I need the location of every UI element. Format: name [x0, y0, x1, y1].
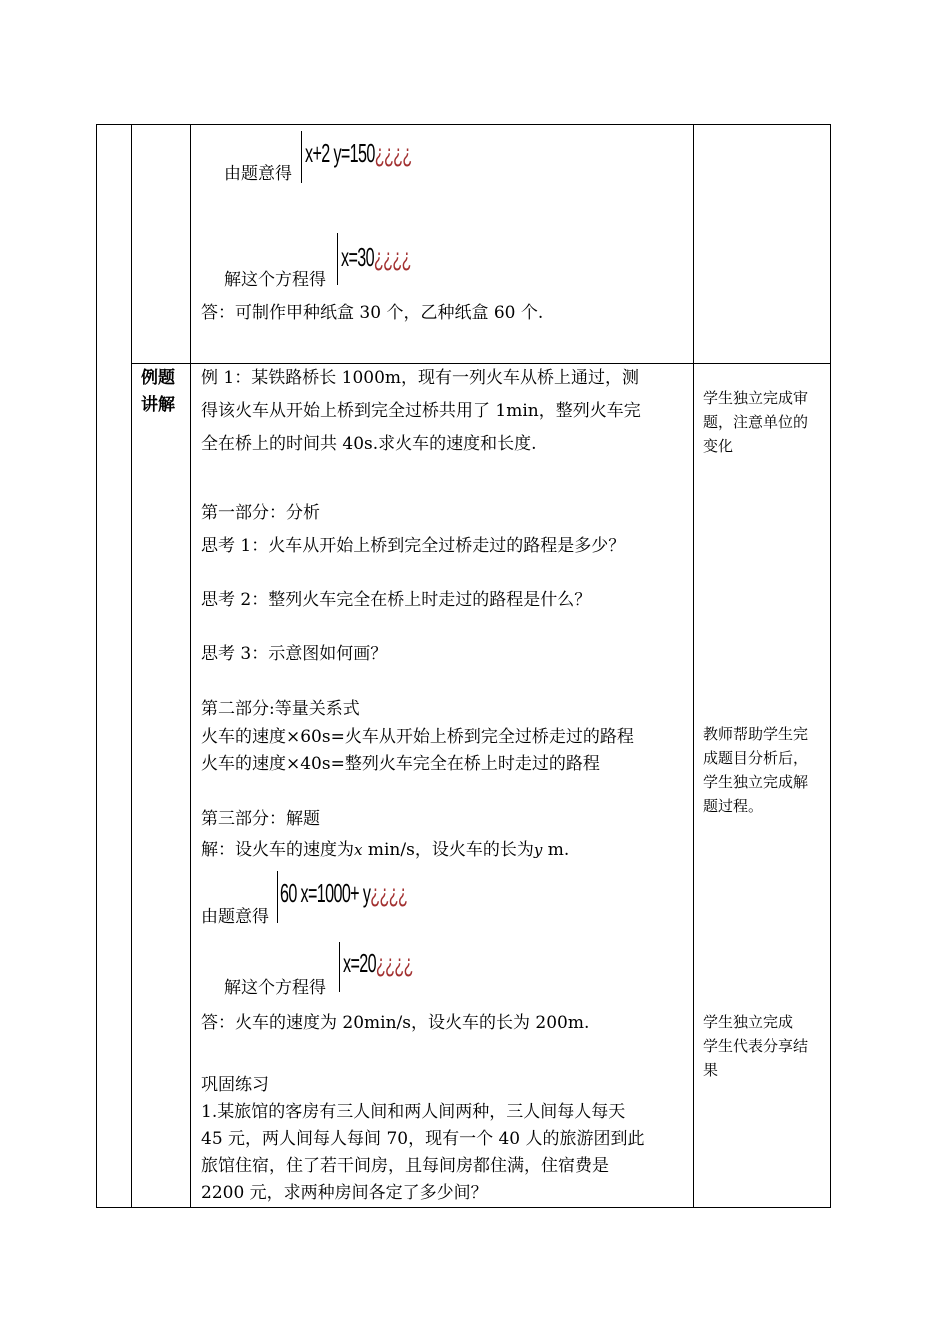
table-right-border	[830, 124, 831, 1208]
example-text-line3: 全在桥上的时间共 40s.求火车的速度和长度.	[201, 434, 537, 454]
top-answer: 答：可制作甲种纸盒 30 个，乙种纸盒 60 个.	[201, 303, 544, 323]
note-2-line3: 学生独立完成解	[703, 773, 809, 791]
think-1: 思考 1：火车从开始上桥到完全过桥走过的路程是多少？	[201, 536, 626, 556]
note-2-line4: 题过程。	[703, 797, 764, 815]
practice-q1-line1: 1.某旅馆的客房有三人间和两人间两种，三人间每人每天	[201, 1102, 626, 1122]
equation-brace	[337, 233, 338, 285]
example-equation-2: x=20¿¿¿¿	[343, 948, 413, 978]
example-text-line1: 例 1：某铁路桥长 1000m，现有一列火车从桥上通过，测	[201, 368, 640, 388]
example-solve-text: 解这个方程得	[224, 978, 326, 998]
top-solve-text: 解这个方程得	[224, 270, 326, 290]
column-divider-1	[131, 124, 132, 1208]
equation-brace	[339, 942, 340, 992]
analysis-heading: 第一部分：分析	[201, 503, 320, 523]
column-divider-3	[693, 124, 694, 1208]
table-left-border	[96, 124, 97, 1208]
solve-heading: 第三部分：解题	[201, 809, 320, 829]
relation-2: 火车的速度×40s=整列火车完全在桥上时走过的路程	[201, 754, 600, 774]
think-2: 思考 2：整列火车完全在桥上时走过的路程是什么？	[201, 590, 592, 610]
note-1-line3: 变化	[703, 437, 734, 455]
top-equation-2: x=30¿¿¿¿	[341, 242, 411, 272]
solution-setup: 解：设火车的速度为x min/s，设火车的长为y m.	[201, 840, 570, 860]
think-3: 思考 3：示意图如何画？	[201, 644, 388, 664]
note-3-line3: 果	[703, 1061, 719, 1079]
section-label-line1: 例题	[141, 368, 175, 388]
note-2-line1: 教师帮助学生完	[703, 725, 809, 743]
relation-heading: 第二部分:等量关系式	[201, 699, 360, 719]
example-answer: 答：火车的速度为 20min/s，设火车的长为 200m.	[201, 1013, 590, 1033]
row-divider	[131, 363, 831, 364]
note-3-line1: 学生独立完成	[703, 1013, 794, 1031]
practice-title: 巩固练习	[201, 1075, 269, 1095]
practice-q1-line2: 45 元，两人间每人每间 70，现有一个 40 人的旅游团到此	[201, 1129, 645, 1149]
equation-brace	[277, 871, 278, 923]
practice-q1-line4: 2200 元，求两种房间各定了多少间？	[201, 1183, 488, 1203]
table-top-border	[96, 124, 831, 125]
note-1-line1: 学生独立完成审	[703, 389, 809, 407]
relation-1: 火车的速度×60s=火车从开始上桥到完全过桥走过的路程	[201, 727, 634, 747]
top-equation-1: x+2 y=150¿¿¿¿	[305, 138, 412, 168]
example-text-line2: 得该火车从开始上桥到完全过桥共用了 1min，整列火车完	[201, 401, 641, 421]
example-equation-1: 60 x=1000+ y¿¿¿¿	[280, 878, 408, 908]
equation-brace	[301, 131, 302, 183]
practice-q1-line3: 旅馆住宿，住了若干间房，且每间房都住满，住宿费是	[201, 1156, 609, 1176]
section-label-line2: 讲解	[141, 395, 175, 415]
note-2-line2: 成题目分析后，	[703, 749, 809, 767]
note-3-line2: 学生代表分享结	[703, 1037, 809, 1055]
note-1-line2: 题，注意单位的	[703, 413, 809, 431]
table-bottom-border	[96, 1207, 831, 1208]
column-divider-2	[190, 124, 191, 1208]
example-intro-text: 由题意得	[201, 907, 269, 927]
top-intro-text: 由题意得	[224, 164, 292, 184]
